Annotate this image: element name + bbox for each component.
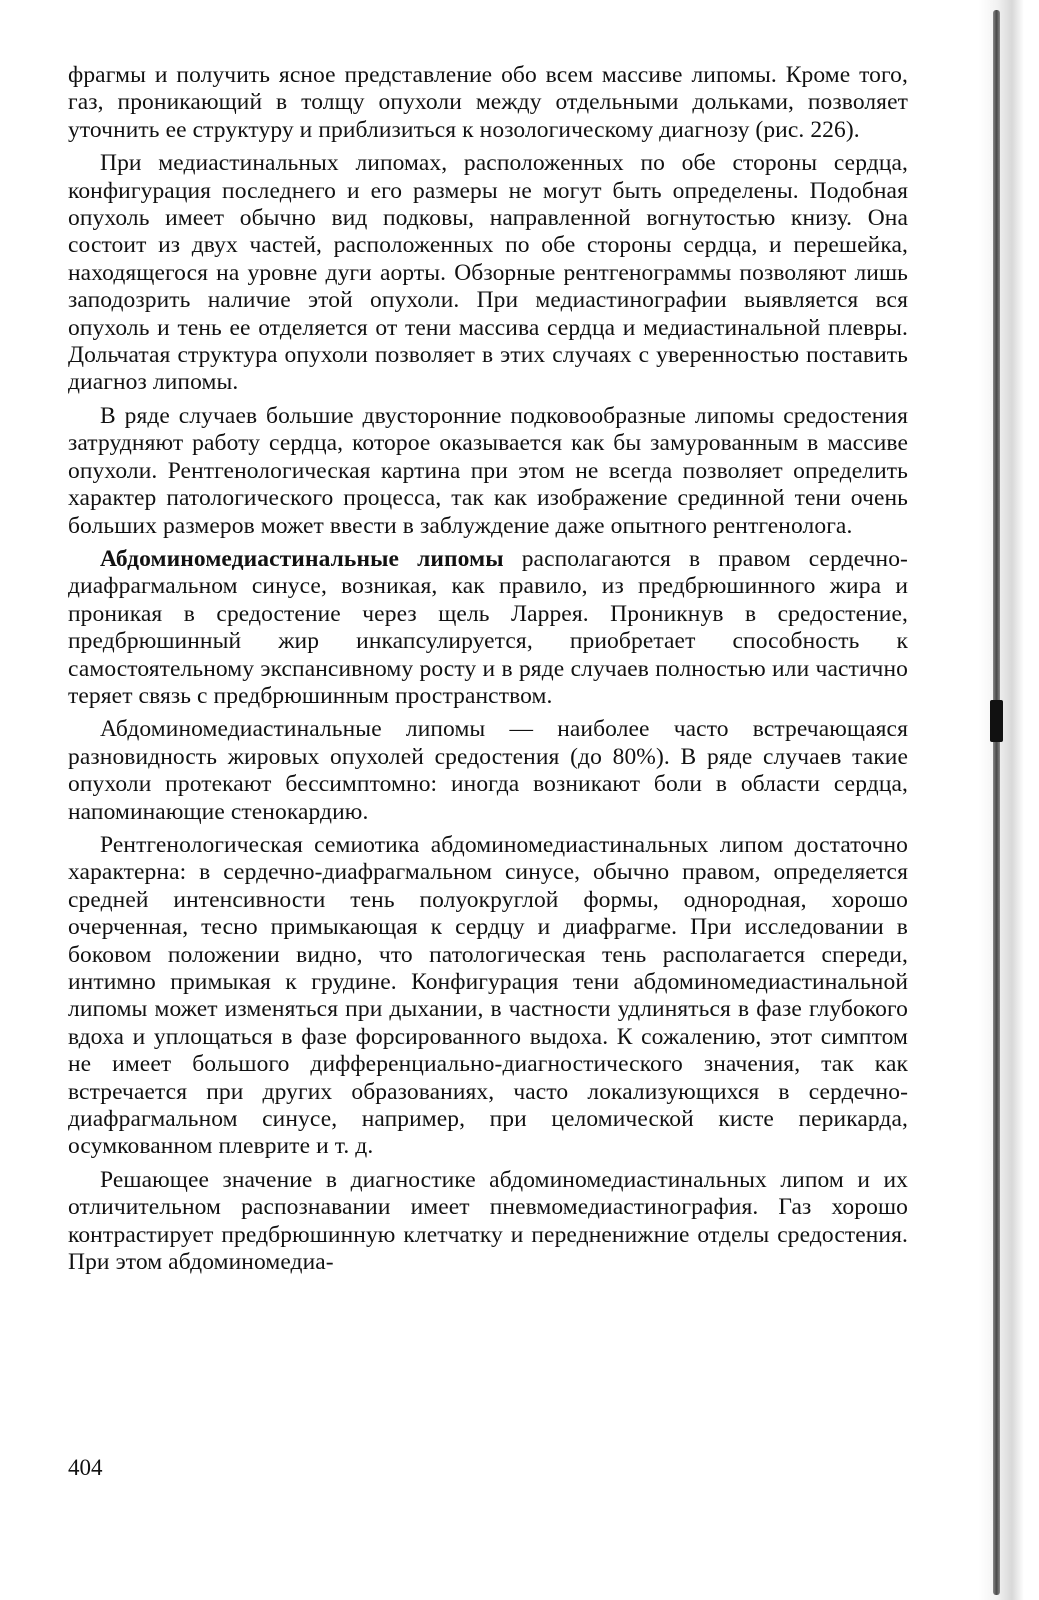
paragraph-1: фрагмы и получить ясное представление обо всем массиве липомы. Кроме того, газ, проникающий в толщу опухоли между отдельными дольками, позволяет уточнить ее структуру и приблизиться к нозологическому диагнозу (рис. 226). (68, 62, 908, 143)
binding-shadow (979, 0, 1039, 1600)
paragraph-6: Рентгенологическая семиотика абдоминомедиастинальных липом достаточно характерна: в сердечно-диафрагмальном синусе, обычно правом, определяется средней интенсивности тень полуокруглой формы, однородная, хорошо очерченная, тесно примыкающая к сердцу и диафрагме. При исследовании в боковом положении видно, что патологическая тень располагается спереди, интимно примыкая к грудине. Конфигурация тени абдоминомедиастинальной липомы может изменяться при дыхании, в частности удлиняться в фазе глубокого вдоха и уплощаться в фазе форсированного выдоха. К сожалению, этот симптом не имеет большого дифференциально-диагностического значения, так как встречается при других образованиях, часто локализующихся в сердечно-диафрагмальном синусе, например, при целомической кисте перикарда, осумкованном плеврите и т. д. (68, 831, 908, 1160)
binding-line (993, 10, 1000, 1595)
paragraph-2: При медиастинальных липомах, расположенных по обе стороны сердца, конфигурация последнего и его размеры не могут быть определены. Подобная опухоль имеет обычно вид подковы, направленной вогнутостью книзу. Она состоит из двух частей, расположенных по обе стороны сердца, и перешейка, находящегося на уровне дуги аорты. Обзорные рентгенограммы позволяют лишь заподозрить наличие этой опухоли. При медиастинографии выявляется вся опухоль и тень ее отделяется от тени массива сердца и медиастинальной плевры. Дольчатая структура опухоли позволяет в этих случаях с уверенностью поставить диагноз липомы. (68, 150, 908, 396)
body-text (68, 62, 908, 1276)
paragraph-3: В ряде случаев большие двусторонние подковообразные липомы средостения затрудняют работу сердца, которое оказывается как бы замурованным в массиве опухоли. Рентгенологическая картина при этом не всегда позволяет определить характер патологического процесса, так как изображение срединной тени очень больших размеров может ввести в заблуждение даже опытного рентгенолога. (68, 402, 908, 539)
paragraph-5: Абдоминомедиастинальные липомы — наиболее часто встречающаяся разновидность жировых опухолей средостения (до 80%). В ряде случаев такие опухоли протекают бессимптомно: иногда возникают боли в области сердца, напоминающие стенокардию. (68, 716, 908, 825)
binding-mark (990, 700, 1003, 742)
paragraph-4 (68, 546, 908, 710)
page-number: 404 (68, 1455, 103, 1480)
paragraph-4-text: располагаются в правом сердечно-диафрагмальном синусе, возникая, как правило, из предбрюшинного жира и проникая в средостение через щель Ларрея. Проникнув в средостение, предбрюшинный жир инкапсулируется, приобретает способность к самостоятельному экспансивному росту и в ряде случаев полностью или частично теряет связь с предбрюшинным пространством. (68, 545, 908, 709)
paragraph-7: Решающее значение в диагностике абдоминомедиастинальных липом и их отличительном распознавании имеет пневмомедиастинография. Газ хорошо контрастирует предбрюшинную клетчатку и передненижние отделы средостения. При этом абдоминомедиа- (68, 1166, 908, 1276)
paragraph-4-bold-lead: Абдоминомедиастинальные липомы (100, 545, 504, 572)
